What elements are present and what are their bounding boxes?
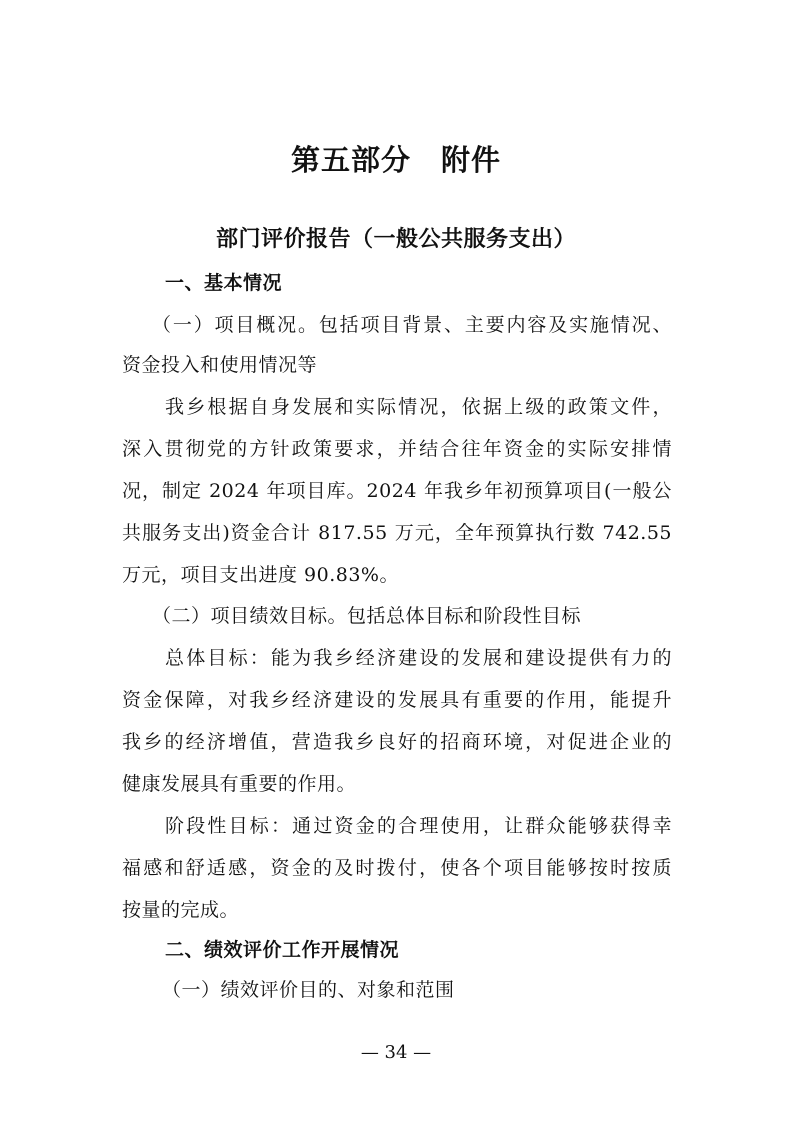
paragraph-line: 资金投入和使用情况等 [122, 354, 318, 376]
section-heading-evaluation-work: 二、绩效评价工作开展情况 [165, 939, 400, 961]
paragraph-line: 深入贯彻党的方针政策要求，并结合往年资金的实际安排情 [122, 438, 672, 460]
report-title: 部门评价报告（一般公共服务支出） [215, 226, 576, 252]
paragraph-line: 按量的完成。 [122, 899, 240, 921]
subsection-heading-evaluation-purpose: （一）绩效评价目的、对象和范围 [162, 979, 455, 1001]
paragraph-line: 福感和舒适感，资金的及时拨付，使各个项目能够按时按质 [122, 857, 672, 879]
paragraph-line: 我乡根据自身发展和实际情况，依据上级的政策文件， [165, 396, 672, 418]
subsection-heading-performance-goals: （二）项目绩效目标。包括总体目标和阶段性目标 [152, 605, 582, 627]
paragraph-line: 资金保障，对我乡经济建设的发展具有重要的作用，能提升 [122, 689, 672, 711]
paragraph-line: 况，制定 2024 年项目库。2024 年我乡年初预算项目(一般公 [122, 480, 672, 502]
subsection-heading-project-overview: （一）项目概况。包括项目背景、主要内容及实施情况、 [152, 314, 672, 336]
paragraph-line: 健康发展具有重要的作用。 [122, 773, 357, 795]
paragraph-line: 我乡的经济增值，营造我乡良好的招商环境，对促进企业的 [122, 731, 672, 753]
paragraph-line: 阶段性目标：通过资金的合理使用，让群众能够获得幸 [165, 815, 672, 837]
paragraph-line: 共服务支出)资金合计 817.55 万元，全年预算执行数 742.55 [122, 522, 672, 544]
paragraph-line: 总体目标：能为我乡经济建设的发展和建设提供有力的 [165, 647, 672, 669]
section-heading-basic-situation: 一、基本情况 [165, 272, 283, 294]
paragraph-line: 万元，项目支出进度 90.83%。 [122, 564, 399, 586]
page-number: — 34 — [360, 1042, 432, 1063]
part-title: 第五部分 附件 [290, 143, 501, 177]
